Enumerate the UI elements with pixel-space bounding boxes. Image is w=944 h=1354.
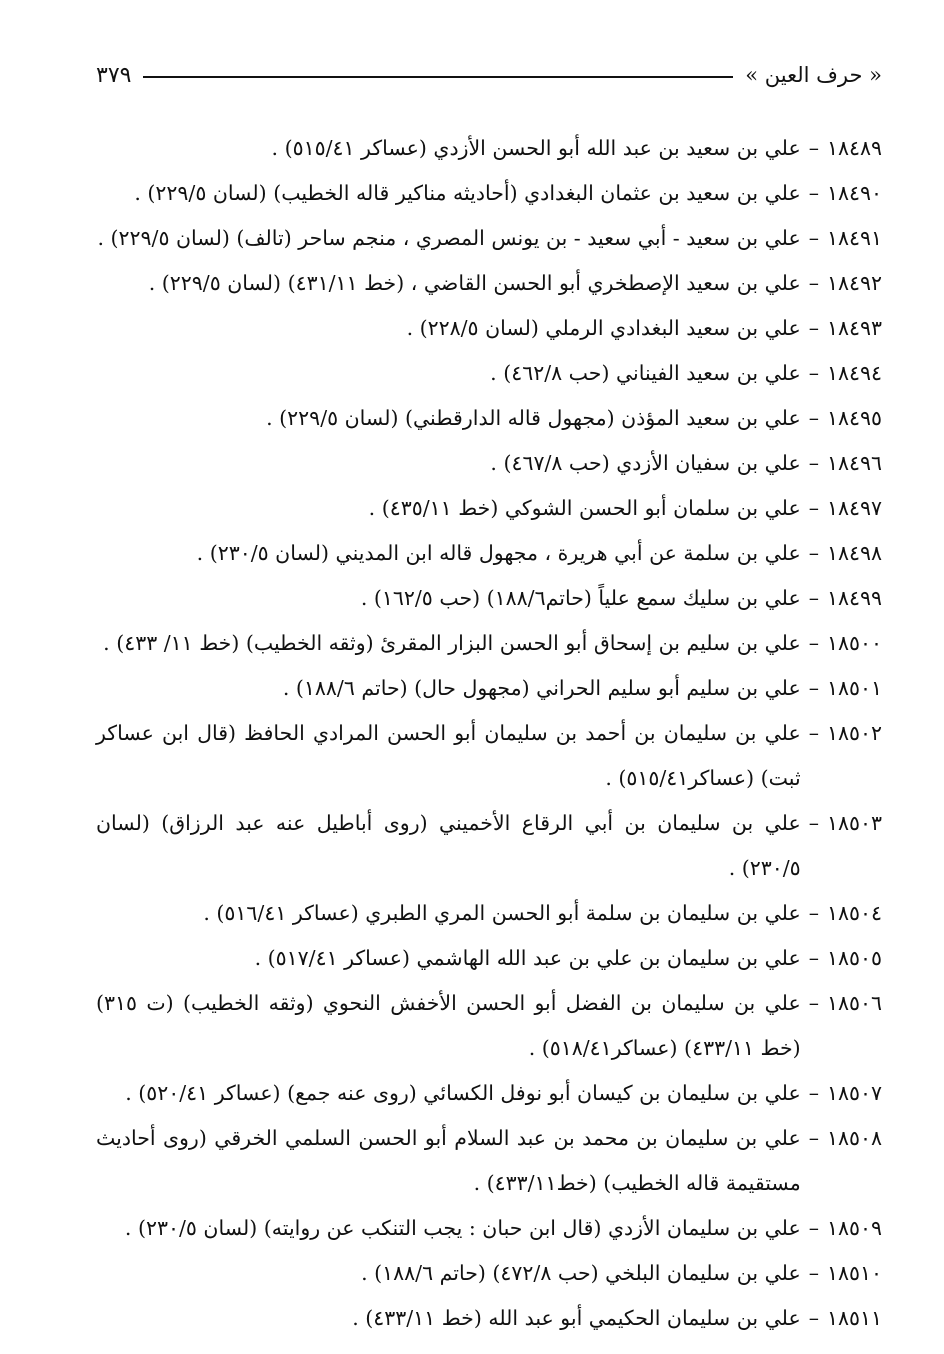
entry-separator: – (808, 1306, 819, 1330)
entry-text: علي بن سعيد بن عثمان البغدادي (أحاديثه مناكير قاله الخطيب) (لسان ٢٢٩/٥) . (134, 181, 801, 205)
entry-number: ١٨٥٠٢ (826, 721, 882, 745)
list-item (96, 486, 882, 531)
entry-number: ١٨٥٠٦ (826, 991, 882, 1015)
entry-separator: – (808, 721, 819, 745)
list-item (96, 351, 882, 396)
list-item (96, 126, 882, 171)
entry-separator: – (808, 181, 819, 205)
entry-text: علي بن سليم بن إسحاق أبو الحسن البزار المقرئ (وثقه الخطيب) (خط ١١/ ٤٣٣) . (103, 631, 801, 655)
entry-text: علي بن سليمان بن كيسان أبو نوفل الكسائي (روى عنه جمع) (عساكر ٥٢٠/٤١) . (125, 1081, 801, 1105)
entry-text: علي بن سعيد المؤذن (مجهول قاله الدارقطني) (لسان ٢٢٩/٥) . (266, 406, 801, 430)
entry-number: ١٨٥٠١ (826, 676, 882, 700)
entry-number: ١٨٤٩١ (826, 226, 882, 250)
entry-text: علي بن سليمان الأزدي (قال ابن حبان : يجب التنكب عن روايته) (لسان ٢٣٠/٥) . (124, 1216, 801, 1240)
entry-text: علي بن سليمان بن الفضل أبو الحسن الأخفش النحوي (وثقه الخطيب) (ت ٣١٥) (خط ٤٣٣/١١) (عساكر٥١٨/٤١) . (96, 991, 801, 1060)
page-header (96, 58, 882, 92)
page-number: ٣٧٩ (96, 62, 132, 88)
entry-list (96, 126, 882, 1341)
entry-separator: – (808, 451, 819, 475)
entry-number: ١٨٥٠٧ (826, 1081, 882, 1105)
entry-text: علي بن سليم أبو سليم الحراني (مجهول حال) (حاتم ١٨٨/٦) . (282, 676, 801, 700)
entry-number: ١٨٤٩٩ (826, 586, 882, 610)
entry-number: ١٨٥٠٥ (826, 946, 882, 970)
running-title: « حرف العين » (745, 63, 882, 87)
list-item (96, 666, 882, 711)
entry-separator: – (808, 586, 819, 610)
entry-separator: – (808, 226, 819, 250)
header-rule (143, 76, 733, 78)
list-item (96, 981, 882, 1071)
entry-number: ١٨٥١١ (826, 1306, 882, 1330)
entry-text: علي بن سعيد البغدادي الرملي (لسان ٢٢٨/٥) . (406, 316, 801, 340)
entry-separator: – (808, 1081, 819, 1105)
list-item (96, 261, 882, 306)
list-item (96, 1116, 882, 1206)
entry-text: علي بن سليمان بن محمد بن عبد السلام أبو الحسن السلمي الخرقي (روى أحاديث مستقيمة قاله الخطيب) (خط٤٣٣/١١) . (96, 1126, 801, 1195)
entry-separator: – (808, 271, 819, 295)
entry-text: علي بن سعيد - أبي سعيد - بن يونس المصري ، منجم ساحر (تالف) (لسان ٢٢٩/٥) . (97, 226, 801, 250)
entry-number: ١٨٤٩٧ (826, 496, 882, 520)
entry-text: علي بن سليمان بن علي بن عبد الله الهاشمي (عساكر ٥١٧/٤١) . (254, 946, 801, 970)
entry-text: علي بن سليمان بن أحمد بن سليمان أبو الحسن المرادي الحافظ (قال ابن عساكر ثبت) (عساكر٥١٥/٤١) . (96, 721, 801, 790)
list-item (96, 306, 882, 351)
entry-separator: – (808, 991, 819, 1015)
entry-separator: – (808, 811, 819, 835)
entry-number: ١٨٤٩٢ (826, 271, 882, 295)
list-item (96, 1071, 882, 1116)
entry-number: ١٨٥١٠ (826, 1261, 882, 1285)
list-item (96, 576, 882, 621)
list-item (96, 621, 882, 666)
list-item (96, 1251, 882, 1296)
entry-number: ١٨٤٩٠ (826, 181, 882, 205)
entry-separator: – (808, 1261, 819, 1285)
entry-text: علي بن سعيد بن عبد الله أبو الحسن الأزدي (عساكر ٥١٥/٤١) . (271, 136, 801, 160)
entry-text: علي بن سليك سمع علياً (حاتم١٨٨/٦) (حب ١٦٢/٥) . (360, 586, 801, 610)
entry-separator: – (808, 136, 819, 160)
entry-text: علي بن سعيد الفيناني (حب ٤٦٢/٨) . (490, 361, 801, 385)
list-item (96, 171, 882, 216)
entry-separator: – (808, 406, 819, 430)
entry-separator: – (808, 361, 819, 385)
entry-number: ١٨٤٩٤ (826, 361, 882, 385)
entry-number: ١٨٤٩٥ (826, 406, 882, 430)
list-item (96, 396, 882, 441)
entry-separator: – (808, 1216, 819, 1240)
list-item (96, 936, 882, 981)
entry-separator: – (808, 541, 819, 565)
entry-text: علي بن سليمان البلخي (حب ٤٧٢/٨) (حاتم ١٨٨/٦) . (361, 1261, 801, 1285)
entry-number: ١٨٥٠٣ (826, 811, 882, 835)
list-item (96, 441, 882, 486)
entry-text: علي بن سلمان أبو الحسن الشوكي (خط ٤٣٥/١١) . (368, 496, 801, 520)
list-item (96, 801, 882, 891)
entry-separator: – (808, 496, 819, 520)
list-item (96, 891, 882, 936)
entry-number: ١٨٤٩٣ (826, 316, 882, 340)
entry-number: ١٨٤٨٩ (826, 136, 882, 160)
entry-number: ١٨٥٠٩ (826, 1216, 882, 1240)
entry-text: علي بن سليمان بن أبي الرقاع الأخميني (روى أباطيل عنه عبد الرزاق) (لسان ٢٣٠/٥) . (96, 811, 801, 880)
entry-number: ١٨٥٠٤ (826, 901, 882, 925)
entry-text: علي بن سلمة عن أبي هريرة ، مجهول قاله ابن المديني (لسان ٢٣٠/٥) . (196, 541, 801, 565)
list-item (96, 531, 882, 576)
entry-text: علي بن سفيان الأزدي (حب ٤٦٧/٨) . (490, 451, 801, 475)
list-item (96, 711, 882, 801)
entry-separator: – (808, 676, 819, 700)
entry-separator: – (808, 1126, 819, 1150)
entry-text: علي بن سليمان بن سلمة أبو الحسن المري الطبري (عساكر ٥١٦/٤١) . (203, 901, 801, 925)
entry-text: علي بن سليمان الحكيمي أبو عبد الله (خط ٤٣٣/١١) . (352, 1306, 801, 1330)
list-item (96, 216, 882, 261)
entry-number: ١٨٥٠٠ (826, 631, 882, 655)
entry-separator: – (808, 901, 819, 925)
entry-number: ١٨٤٩٦ (826, 451, 882, 475)
entry-separator: – (808, 316, 819, 340)
entry-number: ١٨٤٩٨ (826, 541, 882, 565)
entry-separator: – (808, 946, 819, 970)
list-item (96, 1206, 882, 1251)
entry-text: علي بن سعيد الإصطخري أبو الحسن القاضي ، (خط ٤٣١/١١) (لسان ٢٢٩/٥) . (148, 271, 801, 295)
list-item (96, 1296, 882, 1341)
entry-number: ١٨٥٠٨ (826, 1126, 882, 1150)
entry-separator: – (808, 631, 819, 655)
